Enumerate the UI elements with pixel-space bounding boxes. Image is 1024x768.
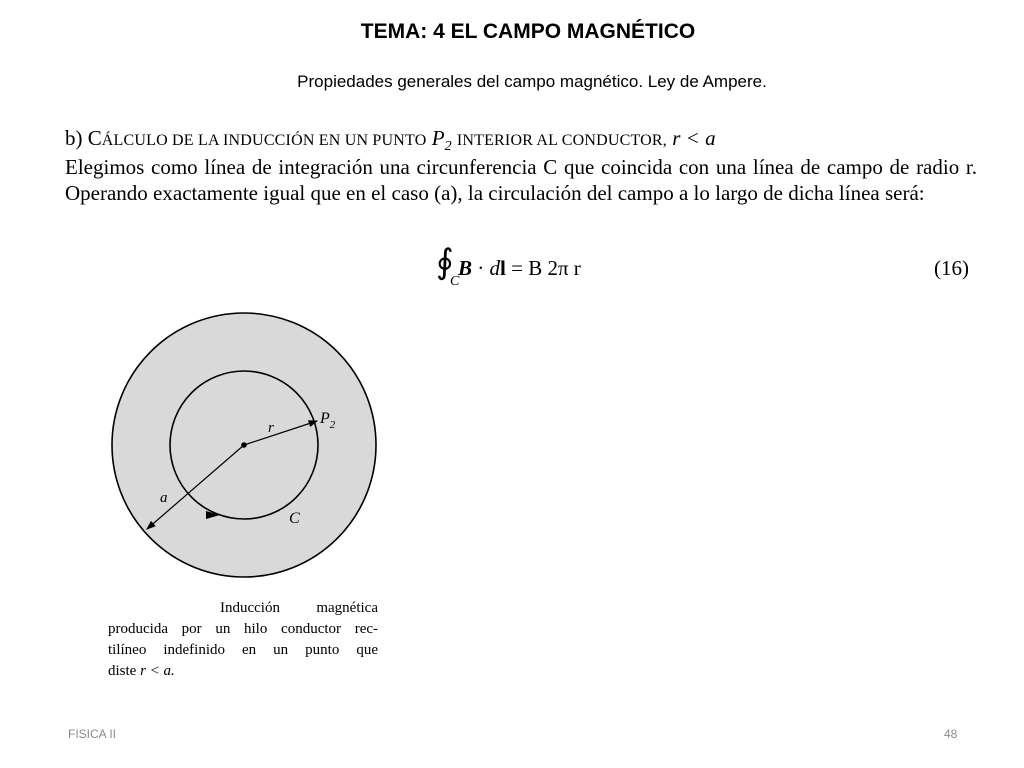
equation-body: B · dl = B 2π r	[458, 256, 581, 280]
label-a: a	[160, 490, 168, 506]
integral-subscript: C	[450, 274, 460, 289]
equation-number: (16)	[934, 256, 969, 280]
label-p2: $P_2$	[320, 410, 336, 431]
slide-title: TEMA: 4 EL CAMPO MAGNÉTICO	[360, 20, 696, 43]
label-r: r	[268, 420, 274, 436]
center-point	[241, 442, 247, 448]
heading-point: $P_2$	[431, 126, 452, 155]
label-c: C	[289, 510, 300, 527]
caption-line-4: diste r < a.	[108, 663, 175, 679]
caption-line-2: producida por un hilo conductor rec-	[108, 621, 378, 637]
page-number: 48	[944, 727, 958, 741]
heading-condition: r < a	[672, 126, 716, 150]
caption-line-3: tilíneo indefinido en un punto que	[108, 642, 378, 658]
slide-subtitle: Propiedades generales del campo magnético. Ley de Ampere.	[297, 72, 767, 91]
caption-line-1: Inducción magnética	[220, 600, 378, 616]
footer-course-name: FISICA II	[68, 727, 117, 741]
heading-tail: INTERIOR AL CONDUCTOR,	[456, 132, 667, 149]
section-label: b)	[65, 126, 83, 150]
conductor-diagram	[100, 308, 390, 593]
heading-initial: C	[87, 126, 102, 150]
paragraph: Elegimos como línea de integración una circunferencia C que coincida con una línea de campo de radio r. Operando exactamente igual que en el caso (a), la circulación del campo a lo largo de dicha línea será:	[65, 155, 977, 205]
figure-caption	[108, 598, 378, 682]
heading-text: ÁLCULO DE LA INDUCCIÓN EN UN PUNTO	[101, 132, 427, 149]
contour-integral-symbol: ∮	[436, 244, 454, 281]
